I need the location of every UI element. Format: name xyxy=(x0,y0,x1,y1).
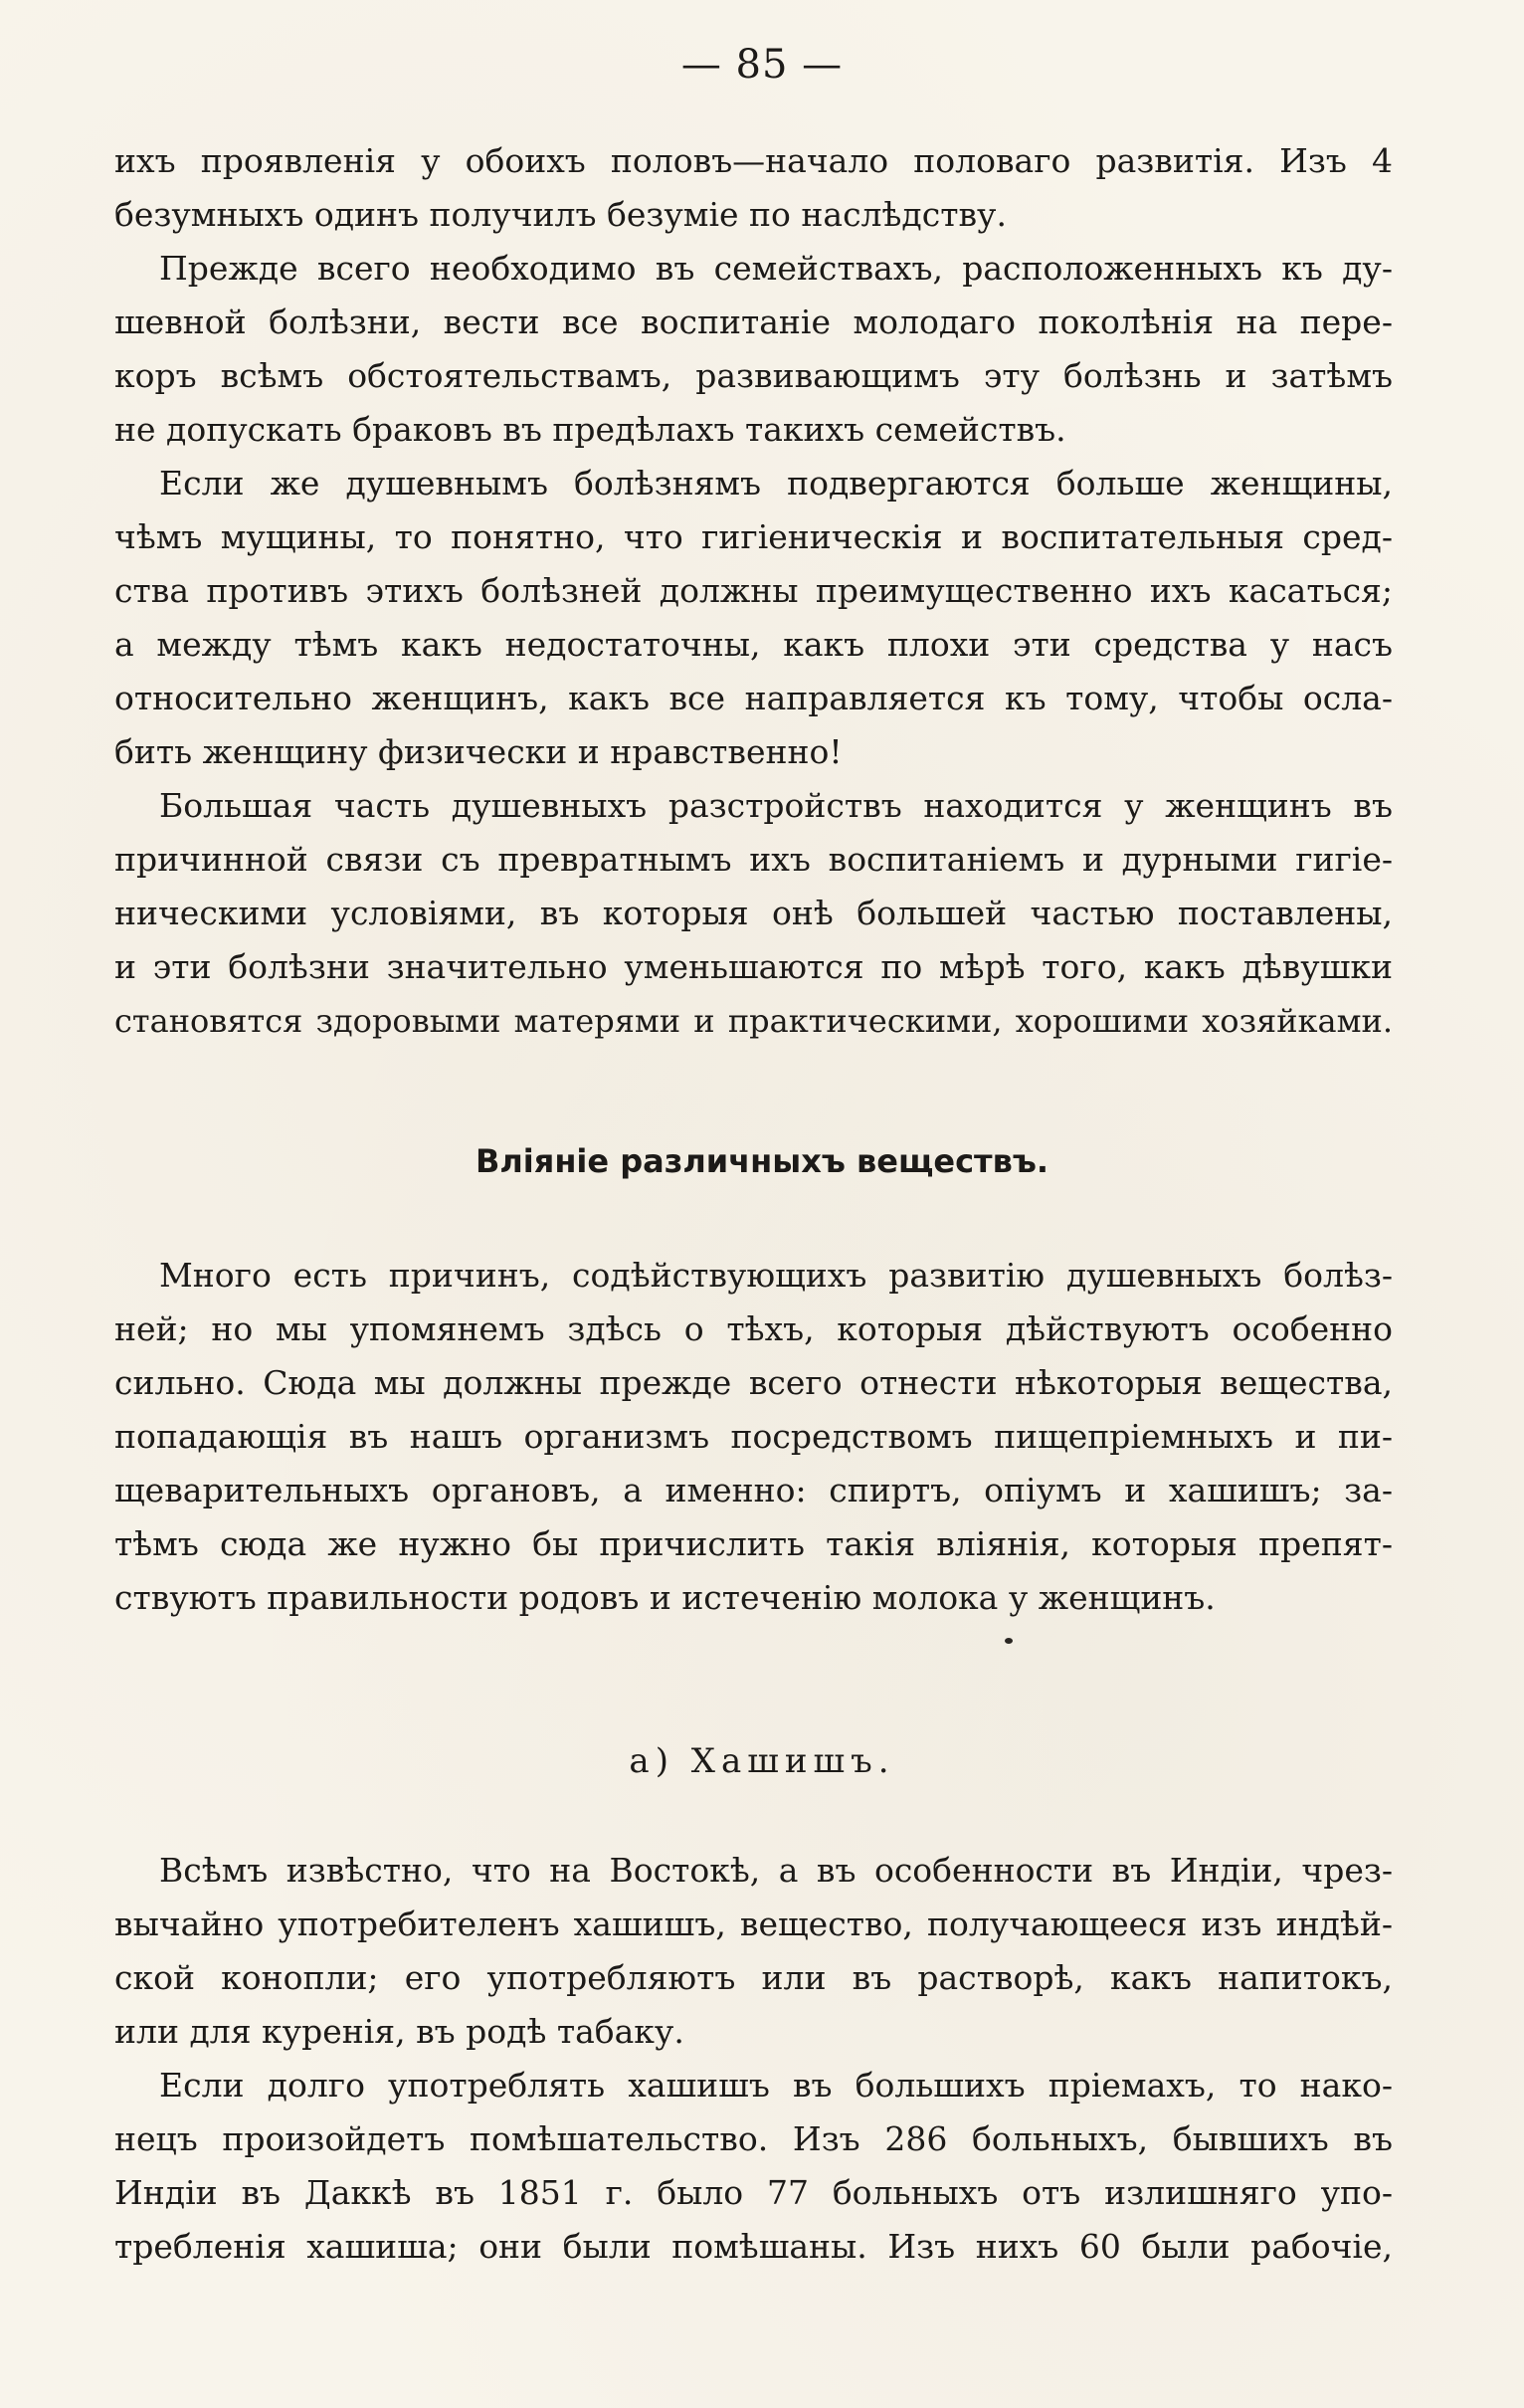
page-number: — 85 — xyxy=(680,42,844,88)
text-line: Индіи въ Даккѣ въ 1851 г. было 77 больныхъ отъ излишняго упо- xyxy=(114,2173,1393,2212)
text-line: безумныхъ одинъ получилъ безуміе по наслѣдству. xyxy=(114,195,1007,234)
text-line: становятся здоровыми матерями и практическими, хорошими хозяйками. xyxy=(114,1002,1393,1040)
section-heading: Вліяніе различныхъ веществъ. xyxy=(475,1142,1049,1180)
text-line: Всѣмъ извѣстно, что на Востокѣ, а въ особенности въ Индіи, чрез- xyxy=(159,1851,1393,1890)
text-line: вычайно употребителенъ хашишъ, вещество, получающееся изъ индѣй- xyxy=(114,1905,1393,1943)
text-line: а между тѣмъ какъ недостаточны, какъ плохи эти средства у насъ xyxy=(114,625,1393,664)
text-line: попадающія въ нашъ организмъ посредствомъ пищепріемныхъ и пи- xyxy=(114,1417,1393,1456)
text-line: тѣмъ сюда же нужно бы причислить такія вліянія, которыя препят- xyxy=(114,1524,1393,1563)
text-line: или для куренія, въ родѣ табаку. xyxy=(114,2012,684,2051)
ink-speck xyxy=(1005,1638,1013,1644)
text-line: чѣмъ мущины, то понятно, что гигіеническія и воспитательныя сред- xyxy=(114,517,1393,556)
text-line: Если долго употреблять хашишъ въ большихъ пріемахъ, то нако- xyxy=(159,2066,1393,2105)
subsection-heading: а) Хашишъ. xyxy=(629,1741,895,1781)
text-line: щеварительныхъ органовъ, а именно: спиртъ, опіумъ и хашишъ; за- xyxy=(114,1471,1393,1509)
text-line: требленія хашиша; они были помѣшаны. Изъ нихъ 60 были рабочіе, xyxy=(114,2227,1393,2266)
text-line: коръ всѣмъ обстоятельствамъ, развивающимъ эту болѣзнь и затѣмъ xyxy=(114,356,1393,395)
text-line: не допускать браковъ въ предѣлахъ такихъ семействъ. xyxy=(114,410,1066,449)
text-line: ствуютъ правильности родовъ и истеченію молока у женщинъ. xyxy=(114,1578,1216,1617)
text-line: ней; но мы упомянемъ здѣсь о тѣхъ, которыя дѣйствуютъ особенно xyxy=(114,1309,1393,1348)
text-line: Прежде всего необходимо въ семействахъ, расположенныхъ къ ду- xyxy=(159,249,1393,288)
body-text-middle xyxy=(114,1256,1393,1632)
text-line: и эти болѣзни значительно уменьшаются по мѣрѣ того, какъ дѣвушки xyxy=(114,947,1393,986)
text-line: Если же душевнымъ болѣзнямъ подвергаются больше женщины, xyxy=(159,464,1393,502)
text-line: ской конопли; его употребляютъ или въ растворѣ, какъ напитокъ, xyxy=(114,1958,1393,1997)
text-line: ства противъ этихъ болѣзней должны преимущественно ихъ касаться; xyxy=(114,571,1393,610)
text-line: шевной болѣзни, вести все воспитаніе молодаго поколѣнія на пере- xyxy=(114,302,1393,341)
body-text-top xyxy=(114,141,1393,1055)
text-line: нецъ произойдетъ помѣшательство. Изъ 286 больныхъ, бывшихъ въ xyxy=(114,2119,1393,2158)
body-text-bottom xyxy=(114,1851,1393,2281)
text-line: ихъ проявленія у обоихъ половъ—начало половаго развитія. Изъ 4 xyxy=(114,141,1393,180)
text-line: ническими условіями, въ которыя онѣ большей частью поставлены, xyxy=(114,894,1393,932)
text-line: причинной связи съ превратнымъ ихъ воспитаніемъ и дурными гигіе- xyxy=(114,840,1393,879)
text-line: относительно женщинъ, какъ все направляется къ тому, чтобы осла- xyxy=(114,679,1393,717)
text-line: сильно. Сюда мы должны прежде всего отнести нѣкоторыя вещества, xyxy=(114,1363,1393,1402)
text-line: Много есть причинъ, содѣйствующихъ развитію душевныхъ болѣз- xyxy=(159,1256,1393,1295)
text-line: бить женщину физически и нравственно! xyxy=(114,732,843,771)
text-line: Большая часть душевныхъ разстройствъ находится у женщинъ въ xyxy=(159,786,1393,825)
